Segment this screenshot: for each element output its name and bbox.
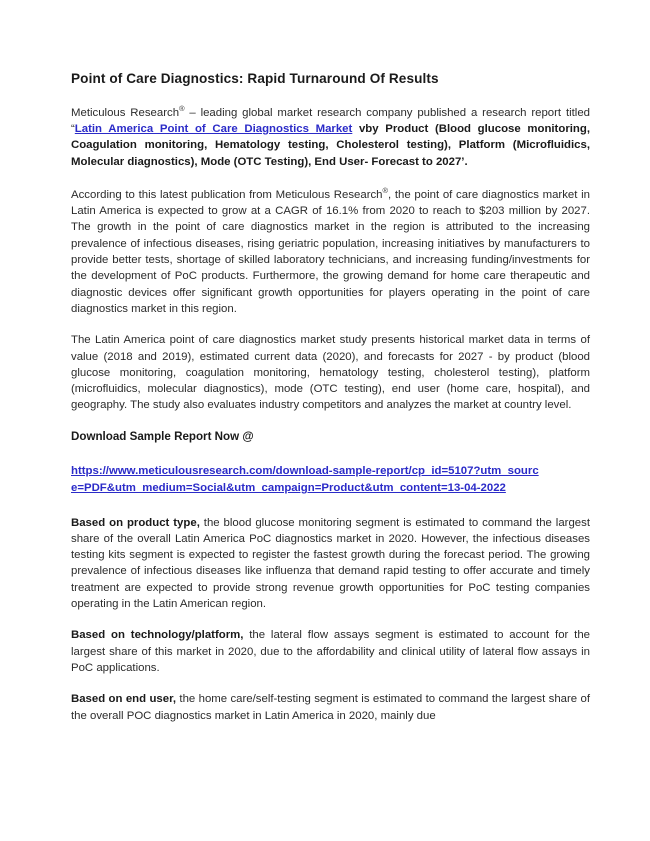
document-content bbox=[71, 70, 590, 739]
technology-body: the lateral flow assays segment is estimated to account for the largest share of this market in 2020, due to the affordability and clinical utility of lateral flow assays in PoC applications. bbox=[71, 629, 590, 674]
download-heading: Download Sample Report Now @ bbox=[71, 429, 254, 443]
market-overview-paragraph bbox=[71, 187, 590, 317]
end-user-paragraph bbox=[71, 691, 590, 724]
report-scope-text: vby Product (Blood glucose monitoring, Coagulation monitoring, Hematology testing, Cholesterol testing), Platform (Microfluidics, Molecular diagnostics), Mode (OTC Testing), End User- Forecast to 2027’. bbox=[71, 122, 590, 168]
product-type-body: the blood glucose monitoring segment is estimated to command the largest share of the overall Latin America PoC diagnostics market in 2020. However, the infectious diseases testing kits segment is expected to register the fastest growth during the forecast period. The growing prevalence of infectious diseases like influenza that demand rapid testing to offer accurate and timely treatment are expected to provide strong revenue growth opportunities for PoC testing companies operating in the Latin American region. bbox=[71, 516, 590, 611]
market-overview-text-1: According to this latest publication from Meticulous Research bbox=[71, 188, 383, 201]
download-link-block bbox=[71, 463, 541, 496]
market-overview-text-2: , the point of care diagnostics market in Latin America is expected to grow at a CAGR of 16.1% from 2020 to reach to $203 million by 2027. The growth in the point of care diagnostics market in the region is attributed to the increasing prevalence of infectious diseases, rising geriatric population, increasing initiatives by manufacturers to provide better tests, shortage of skilled laboratory technicians, and increasing funding/investments for the development of PoC products. Furthermore, the growing demand for home care therapeutic and diagnostic devices offer significant growth opportunities for players operating in the point of care diagnostics market in this region. bbox=[71, 188, 590, 315]
report-title-link[interactable]: Latin America Point of Care Diagnostics Market bbox=[74, 122, 353, 135]
intro-lead-text: – leading global market research company published a research report titled “ bbox=[71, 106, 590, 135]
study-scope-paragraph: The Latin America point of care diagnostics market study presents historical market data in terms of value (2018 and 2019), estimated current data (2020), and forecasts for 2027 - by product (blood glucose monitoring, coagulation monitoring, hematology testing, cholesterol testing), platform (microfluidics, molecular diagnostics), mode (OTC testing), end user (home care, hospital), and geography. The study also evaluates industry competitors and analyzes the market at country level. bbox=[71, 334, 590, 412]
company-name: Meticulous Research bbox=[71, 106, 180, 119]
download-sample-report-link[interactable]: https://www.meticulousresearch.com/download-sample-report/cp_id=5107?utm_source=PDF&utm_medium=Social&utm_campaign=Product&utm_content=13-04-2022 bbox=[71, 465, 539, 494]
end-user-body: the home care/self-testing segment is estimated to command the largest share of the overall POC diagnostics market in Latin America in 2020, mainly due bbox=[71, 693, 590, 722]
product-type-lead: Based on product type, bbox=[71, 516, 200, 529]
technology-paragraph bbox=[71, 627, 590, 676]
registered-mark-icon-2: ® bbox=[382, 186, 388, 196]
end-user-lead: Based on end user, bbox=[71, 693, 177, 706]
product-type-paragraph bbox=[71, 515, 590, 613]
intro-paragraph bbox=[71, 105, 590, 170]
registered-mark-icon: ® bbox=[179, 103, 185, 113]
page-title: Point of Care Diagnostics: Rapid Turnaround Of Results bbox=[71, 71, 439, 86]
technology-lead: Based on technology/platform, bbox=[71, 629, 244, 642]
